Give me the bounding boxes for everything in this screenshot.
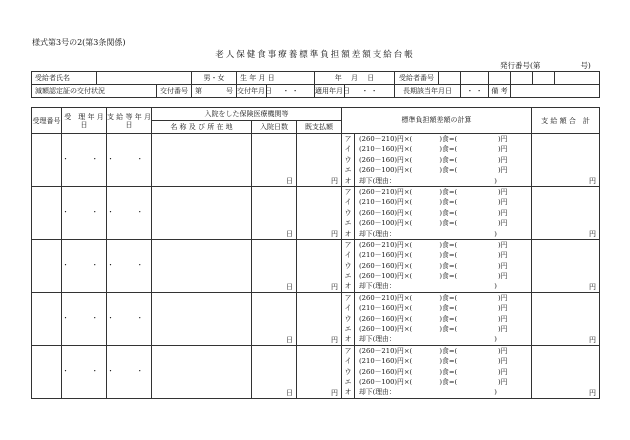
receipt-no-cell[interactable] bbox=[32, 292, 62, 345]
total-cell[interactable]: 円 bbox=[532, 345, 600, 398]
calc-line[interactable] bbox=[342, 187, 531, 197]
calc-line-mark: ウ bbox=[342, 208, 355, 218]
calc-line-text: 却下(理由： ) bbox=[359, 176, 497, 185]
calc-line[interactable] bbox=[342, 324, 531, 334]
issue-number-suffix: 号) bbox=[580, 61, 591, 70]
birth-date-field[interactable]: 年 月 日 bbox=[315, 72, 395, 85]
issue-number-prefix: 発行番号(第 bbox=[500, 61, 541, 70]
issue-date-field[interactable]: ・ ・ bbox=[267, 85, 315, 98]
calc-line[interactable] bbox=[342, 271, 531, 281]
calc-line-text: (260－100)円×( )食=( )円 bbox=[359, 377, 508, 386]
remarks-label: 備 考 bbox=[489, 85, 511, 98]
calc-line-mark: オ bbox=[342, 176, 355, 186]
recipient-header-table bbox=[31, 71, 600, 98]
calc-header: 標準負担額差額の計算 bbox=[342, 108, 532, 134]
calc-line[interactable] bbox=[342, 155, 531, 165]
calc-line[interactable] bbox=[342, 314, 531, 324]
calc-line-text: (260－210)円×( )食=( )円 bbox=[359, 187, 508, 196]
recipient-name-field[interactable] bbox=[97, 72, 192, 85]
calc-line-mark: オ bbox=[342, 334, 355, 344]
calc-cell bbox=[342, 292, 532, 345]
days-cell[interactable]: 日 bbox=[252, 134, 297, 187]
total-header: 支 給 額 合 計 bbox=[532, 108, 600, 134]
entry-row bbox=[32, 345, 600, 398]
calc-line-mark: ウ bbox=[342, 261, 355, 271]
calc-line-text: (260－210)円×( )食=( )円 bbox=[359, 346, 508, 355]
calc-line-text: (260－160)円×( )食=( )円 bbox=[359, 261, 508, 270]
hospital-group-header: 入院をした保険医療機関等 bbox=[152, 108, 342, 121]
go-label: 号 bbox=[226, 86, 233, 95]
payment-date-cell[interactable]: ・ ・ bbox=[107, 186, 152, 239]
calc-line-text: (260－100)円×( )食=( )円 bbox=[359, 325, 508, 334]
calc-line[interactable] bbox=[342, 134, 531, 144]
calc-line-mark: ア bbox=[342, 293, 355, 303]
receipt-date-cell[interactable]: ・ ・ bbox=[62, 345, 107, 398]
recipient-number-box[interactable] bbox=[555, 72, 600, 85]
calc-line-mark: エ bbox=[342, 377, 355, 387]
recipient-name-label: 受給者氏名 bbox=[32, 72, 97, 85]
days-header: 入院日数 bbox=[252, 121, 297, 134]
calc-line-mark: イ bbox=[342, 250, 355, 260]
calc-line[interactable] bbox=[342, 281, 531, 291]
form-label: 様式第3号の2(第3条関係) bbox=[32, 38, 126, 47]
calc-line[interactable] bbox=[342, 144, 531, 154]
calc-line[interactable] bbox=[342, 293, 531, 303]
long-term-field[interactable]: ・ ・ bbox=[461, 85, 489, 98]
calc-line-mark: イ bbox=[342, 303, 355, 313]
entry-row bbox=[32, 186, 600, 239]
hospital-name-cell[interactable] bbox=[152, 239, 252, 292]
receipt-no-cell[interactable] bbox=[32, 239, 62, 292]
calc-line-text: (260－210)円×( )食=( )円 bbox=[359, 293, 508, 302]
receipt-date-cell[interactable]: ・ ・ bbox=[62, 239, 107, 292]
paid-cell[interactable]: 円 bbox=[297, 292, 342, 345]
calc-line-text: (260－160)円×( )食=( )円 bbox=[359, 155, 508, 164]
calc-line-text: (260－100)円×( )食=( )円 bbox=[359, 272, 508, 281]
calc-line[interactable] bbox=[342, 218, 531, 228]
receipt-no-header: 受理番号 bbox=[32, 108, 62, 134]
calc-line[interactable] bbox=[342, 377, 531, 387]
calc-line-text: (260－160)円×( )食=( )円 bbox=[359, 314, 508, 323]
calc-line-text: (260－160)円×( )食=( )円 bbox=[359, 367, 508, 376]
receipt-no-cell[interactable] bbox=[32, 134, 62, 187]
issue-number bbox=[500, 60, 591, 71]
calc-line[interactable] bbox=[342, 387, 531, 397]
issue-no-field[interactable] bbox=[192, 85, 237, 98]
recipient-number-box[interactable] bbox=[489, 72, 511, 85]
calc-line-mark: イ bbox=[342, 144, 355, 154]
calc-line-mark: ウ bbox=[342, 155, 355, 165]
issue-no-label: 交付番号 bbox=[157, 85, 192, 98]
calc-line[interactable] bbox=[342, 356, 531, 366]
calc-line-text: (260－100)円×( )食=( )円 bbox=[359, 219, 508, 228]
paid-cell[interactable]: 円 bbox=[297, 345, 342, 398]
birth-date-label: 生 年 月 日 bbox=[237, 72, 315, 85]
hospital-name-cell[interactable] bbox=[152, 345, 252, 398]
remarks-field[interactable] bbox=[511, 85, 600, 98]
dai-label: 第 bbox=[195, 86, 202, 95]
calc-line[interactable] bbox=[342, 250, 531, 260]
payment-date-header: 支 給 等 年 月 日 bbox=[107, 108, 152, 134]
payment-date-cell[interactable]: ・ ・ bbox=[107, 292, 152, 345]
calc-line-text: 却下(理由： ) bbox=[359, 335, 497, 344]
calc-line[interactable] bbox=[342, 334, 531, 344]
receipt-no-cell[interactable] bbox=[32, 186, 62, 239]
calc-line[interactable] bbox=[342, 197, 531, 207]
calc-line-text: (210－160)円×( )食=( )円 bbox=[359, 357, 508, 366]
calc-line-mark: エ bbox=[342, 271, 355, 281]
days-cell[interactable]: 日 bbox=[252, 239, 297, 292]
calc-line-text: 却下(理由： ) bbox=[359, 282, 497, 291]
calc-line-mark: ア bbox=[342, 187, 355, 197]
calc-line[interactable] bbox=[342, 346, 531, 356]
hospital-name-cell[interactable] bbox=[152, 134, 252, 187]
payment-date-cell[interactable]: ・ ・ bbox=[107, 134, 152, 187]
paid-cell[interactable]: 円 bbox=[297, 186, 342, 239]
calc-line-mark: ウ bbox=[342, 367, 355, 377]
entry-row bbox=[32, 134, 600, 187]
calc-line-mark: ア bbox=[342, 240, 355, 250]
calc-line-mark: ウ bbox=[342, 314, 355, 324]
paid-cell[interactable]: 円 bbox=[297, 239, 342, 292]
paid-header: 既支払額 bbox=[297, 121, 342, 134]
cert-status-label: 減額認定証の交付状況 bbox=[32, 85, 157, 98]
calc-line-mark: イ bbox=[342, 197, 355, 207]
document-title: 老人保健食事療養標準負担額差額支給台帳 bbox=[215, 50, 415, 60]
total-cell[interactable]: 円 bbox=[532, 186, 600, 239]
ledger-table bbox=[31, 107, 600, 399]
calc-line-mark: エ bbox=[342, 165, 355, 175]
receipt-no-cell[interactable] bbox=[32, 345, 62, 398]
calc-line-text: (260－210)円×( )食=( )円 bbox=[359, 240, 508, 249]
receipt-date-cell[interactable]: ・ ・ bbox=[62, 134, 107, 187]
total-cell[interactable]: 円 bbox=[532, 292, 600, 345]
issue-date-label: 交付年月日 bbox=[237, 85, 267, 98]
recipient-number-box[interactable] bbox=[439, 72, 461, 85]
calc-cell bbox=[342, 239, 532, 292]
calc-line[interactable] bbox=[342, 303, 531, 313]
calc-line-mark: オ bbox=[342, 229, 355, 239]
calc-line[interactable] bbox=[342, 261, 531, 271]
receipt-date-cell[interactable]: ・ ・ bbox=[62, 186, 107, 239]
receipt-date-header: 受 理 年 月 日 bbox=[62, 108, 107, 134]
days-cell[interactable]: 日 bbox=[252, 345, 297, 398]
entry-row bbox=[32, 239, 600, 292]
calc-line-mark: オ bbox=[342, 387, 355, 397]
calc-line-mark: イ bbox=[342, 356, 355, 366]
calc-line[interactable] bbox=[342, 240, 531, 250]
calc-line-text: 却下(理由： ) bbox=[359, 229, 497, 238]
calc-line[interactable] bbox=[342, 229, 531, 239]
calc-line-mark: オ bbox=[342, 281, 355, 291]
days-cell[interactable]: 日 bbox=[252, 186, 297, 239]
calc-line-text: (210－160)円×( )食=( )円 bbox=[359, 198, 508, 207]
calc-line-mark: エ bbox=[342, 324, 355, 334]
calc-line-text: (210－160)円×( )食=( )円 bbox=[359, 304, 508, 313]
recipient-number-label: 受給者番号 bbox=[395, 72, 439, 85]
receipt-date-cell[interactable]: ・ ・ bbox=[62, 292, 107, 345]
paid-cell[interactable]: 円 bbox=[297, 134, 342, 187]
calc-line-mark: ア bbox=[342, 346, 355, 356]
long-term-label: 長期該当年月日 bbox=[395, 85, 461, 98]
calc-line-text: (260－100)円×( )食=( )円 bbox=[359, 166, 508, 175]
calc-cell bbox=[342, 186, 532, 239]
hospital-name-cell[interactable] bbox=[152, 292, 252, 345]
calc-line-text: (260－160)円×( )食=( )円 bbox=[359, 208, 508, 217]
calc-line[interactable] bbox=[342, 367, 531, 377]
applicable-date-field[interactable]: ・ ・ bbox=[345, 85, 395, 98]
hospital-name-header: 名 称 及 び 所 在 地 bbox=[152, 121, 252, 134]
applicable-date-label: 適用年月日 bbox=[315, 85, 345, 98]
hospital-name-cell[interactable] bbox=[152, 186, 252, 239]
calc-cell bbox=[342, 134, 532, 187]
payment-date-cell[interactable]: ・ ・ bbox=[107, 239, 152, 292]
entry-row bbox=[32, 292, 600, 345]
calc-cell bbox=[342, 345, 532, 398]
calc-line-text: (260－210)円×( )食=( )円 bbox=[359, 135, 508, 143]
payment-date-cell[interactable]: ・ ・ bbox=[107, 345, 152, 398]
calc-line-mark: ア bbox=[342, 134, 355, 144]
recipient-number-box[interactable] bbox=[511, 72, 533, 85]
recipient-number-box[interactable] bbox=[461, 72, 489, 85]
calc-line[interactable] bbox=[342, 208, 531, 218]
calc-line-text: (210－160)円×( )食=( )円 bbox=[359, 251, 508, 260]
gender-field[interactable]: 男・女 bbox=[192, 72, 237, 85]
calc-line-text: (210－160)円×( )食=( )円 bbox=[359, 145, 508, 154]
calc-line-mark: エ bbox=[342, 218, 355, 228]
calc-line-text: 却下(理由： ) bbox=[359, 388, 497, 397]
calc-line[interactable] bbox=[342, 176, 531, 186]
recipient-number-box[interactable] bbox=[533, 72, 555, 85]
calc-line[interactable] bbox=[342, 165, 531, 175]
total-cell[interactable]: 円 bbox=[532, 134, 600, 187]
days-cell[interactable]: 日 bbox=[252, 292, 297, 345]
total-cell[interactable]: 円 bbox=[532, 239, 600, 292]
